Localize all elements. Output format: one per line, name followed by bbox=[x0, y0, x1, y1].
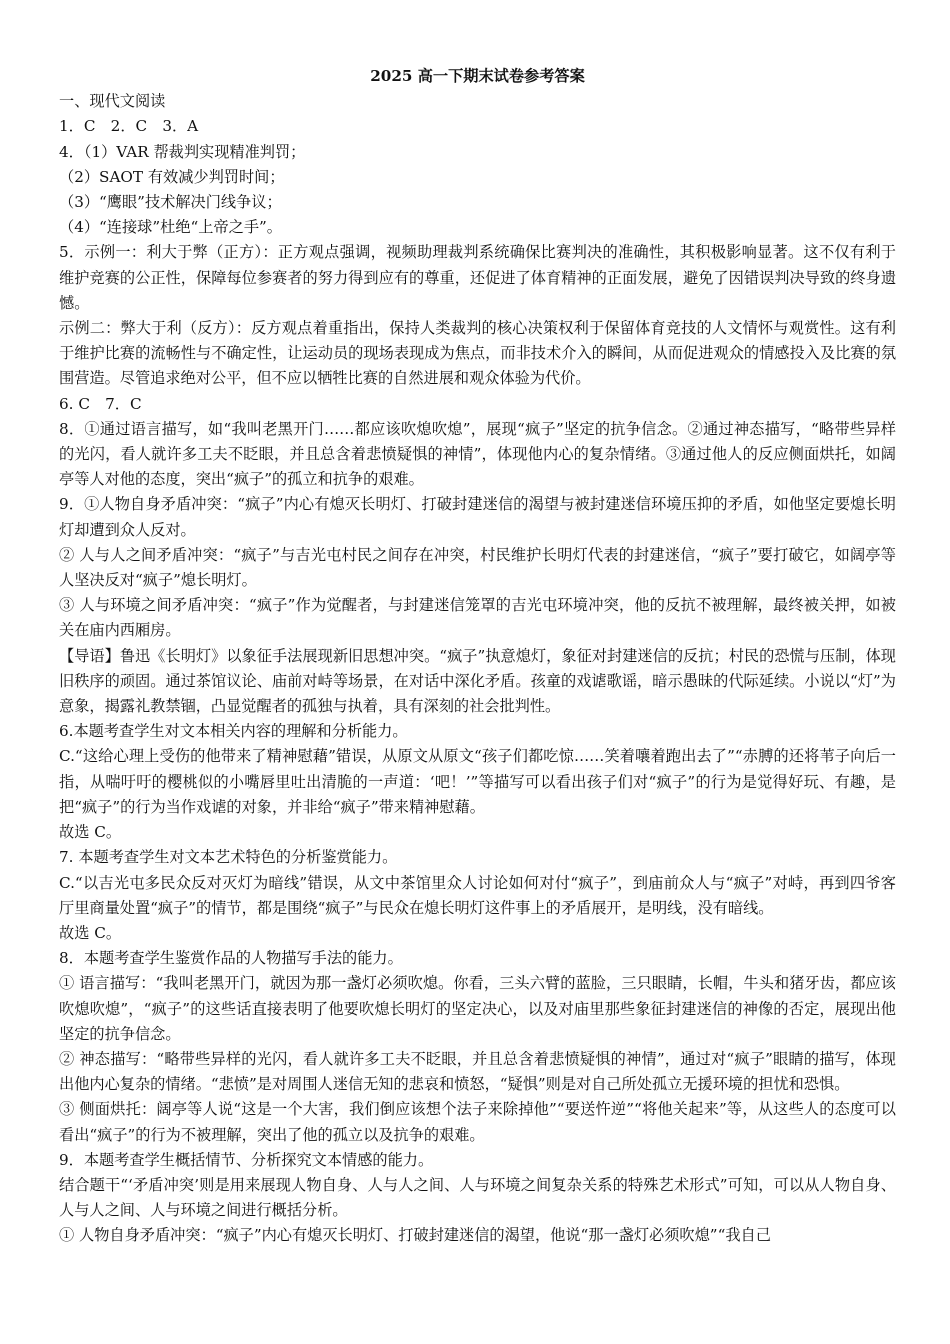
answer-paragraph: ① 语言描写：“我叫老黑开门，就因为那一盏灯必须吹熄。你看，三头六臂的蓝脸，三只眼睛，长帽，牛头和猪牙齿，都应该吹熄吹熄”，“疯子”的这些话直接表明了他要吹熄长明灯的坚定决心，以及对庙里那些象征封建迷信的神像的否定，展现出他坚定的抗争信念。 bbox=[59, 974, 896, 1043]
answer-paragraph: 6.本题考查学生对文本相关内容的理解和分析能力。 bbox=[59, 722, 408, 741]
answer-paragraph: 7. 本题考查学生对文本艺术特色的分析鉴赏能力。 bbox=[59, 848, 398, 867]
answer-paragraph: 示例二：弊大于利（反方）：反方观点着重指出，保持人类裁判的核心决策权利于保留体育竞技的人文情怀与观赏性。这有利于维护比赛的流畅性与不确定性，让运动员的现场表现成为焦点，而非技术介入的瞬间，从而促进观众的情感投入及比赛的氛围营造。尽管追求绝对公平，但不应以牺牲比赛的自然进展和观众体验为代价。 bbox=[59, 319, 896, 388]
answer-paragraph: 9．①人物自身矛盾冲突：“疯子”内心有熄灭长明灯、打破封建迷信的渴望与被封建迷信环境压抑的矛盾，如他坚定要熄长明灯却遭到众人反对。 bbox=[59, 495, 896, 539]
answer-paragraph: ③ 侧面烘托：阔亭等人说“这是一个大害，我们倒应该想个法子来除掉他”“要送忤逆”“将他关起来”等，从这些人的态度可以看出“疯子”的行为不被理解，突出了他的孤立以及抗争的艰难。 bbox=[59, 1100, 896, 1144]
answer-paragraph: （4）“连接球”杜绝“上帝之手”。 bbox=[59, 218, 282, 237]
answer-paragraph: 9．本题考查学生概括情节、分析探究文本情感的能力。 bbox=[59, 1150, 434, 1169]
answer-paragraph: 8．本题考查学生鉴赏作品的人物描写手法的能力。 bbox=[59, 949, 403, 968]
answer-paragraph: 故选 C。 bbox=[59, 823, 122, 842]
answer-paragraph: C.“以吉光屯多民众反对灭灯为暗线”错误，从文中茶馆里众人讨论如何对付“疯子”，到庙前众人与“疯子”对峙，再到四爷客厅里商量处置“疯子”的情节，都是围绕“疯子”与民众在熄长明灯这件事上的矛盾展开，是明线，没有暗线。 bbox=[59, 873, 896, 917]
answer-paragraph: （2）SAOT 有效减少判罚时间； bbox=[59, 167, 285, 186]
answer-paragraph: 5．示例一：利大于弊（正方）：正方观点强调，视频助理裁判系统确保比赛判决的准确性，其积极影响显著。这不仅有利于维护竞赛的公正性，保障每位参赛者的努力得到应有的尊重，还促进了体育精神的正面发展，避免了因错误判决导致的终身遗憾。 bbox=[59, 243, 896, 312]
answer-paragraph: 6. C 7．C bbox=[59, 394, 142, 413]
answer-paragraph: C.“这给心理上受伤的他带来了精神慰藉”错误，从原文从原文“孩子们都吃惊……笑着嚷着跑出去了”“赤膊的还将苇子向后一指，从喘吁吁的樱桃似的小嘴唇里吐出清脆的一声道：‘吧！’”等描写可以看出孩子们对“疯子”的行为是觉得好玩、有趣，是把“疯子”的行为当作戏谑的对象，并非给“疯子”带来精神慰藉。 bbox=[59, 747, 896, 816]
answer-paragraph: 4．（1）VAR 帮裁判实现精准判罚； bbox=[59, 142, 306, 161]
answer-paragraph: 故选 C。 bbox=[59, 923, 122, 942]
answer-paragraph: ② 神态描写：“略带些异样的光闪，看人就许多工夫不眨眼，并且总含着悲愤疑惧的神情”，通过对“疯子”眼睛的描写，体现出他内心复杂的情绪。“悲愤”是对周围人迷信无知的悲哀和愤怒，“疑惧”则是对自己所处孤立无援环境的担忧和恐惧。 bbox=[59, 1049, 896, 1094]
answer-paragraph: （3）“鹰眼”技术解决门线争议； bbox=[59, 193, 282, 212]
answer-paragraph: ① 人物自身矛盾冲突：“疯子”内心有熄灭长明灯、打破封建迷信的渴望，他说“那一盏灯必须吹熄”“我自己 bbox=[59, 1226, 771, 1245]
answer-paragraph: 8．①通过语言描写，如“我叫老黑开门……都应该吹熄吹熄”，展现“疯子”坚定的抗争信念。②通过神态描写，“略带些异样的光闪，看人就许多工夫不眨眼，并且总含着悲愤疑惧的神情”，体现他内心的复杂情绪。③通过他人的反应侧面烘托，如阔亭等人对他的态度，突出“疯子”的孤立和抗争的艰难。 bbox=[59, 419, 896, 489]
document-title: 2025 高一下期末试卷参考答案 bbox=[370, 67, 585, 85]
answer-paragraph: 一、现代文阅读 bbox=[59, 92, 166, 111]
answer-paragraph: 1．C 2．C 3．A bbox=[59, 117, 199, 136]
answer-paragraph: ③ 人与环境之间矛盾冲突：“疯子”作为觉醒者，与封建迷信笼罩的吉光屯环境冲突，他的反抗不被理解，最终被关押，如被关在庙内西厢房。 bbox=[59, 596, 896, 640]
answer-paragraph: 结合题干“‘矛盾冲突’则是用来展现人物自身、人与人之间、人与环境之间复杂关系的特殊艺术形式”可知，可以从人物自身、人与人之间、人与环境之间进行概括分析。 bbox=[59, 1175, 896, 1220]
answer-paragraph: 【导语】鲁迅《长明灯》以象征手法展现新旧思想冲突。“疯子”执意熄灯，象征对封建迷信的反抗；村民的恐慌与压制，体现旧秩序的顽固。通过茶馆议论、庙前对峙等场景，在对话中深化矛盾。孩童的戏谑歌谣，暗示愚昧的代际延续。小说以“灯”为意象，揭露礼教禁锢，凸显觉醒者的孤独与执着，具有深刻的社会批判性。 bbox=[59, 646, 896, 716]
answer-paragraph: ② 人与人之间矛盾冲突：“疯子”与吉光屯村民之间存在冲突，村民维护长明灯代表的封建迷信，“疯子”要打破它，如阔亭等人坚决反对“疯子”熄长明灯。 bbox=[59, 545, 896, 590]
document-body bbox=[59, 89, 896, 1248]
